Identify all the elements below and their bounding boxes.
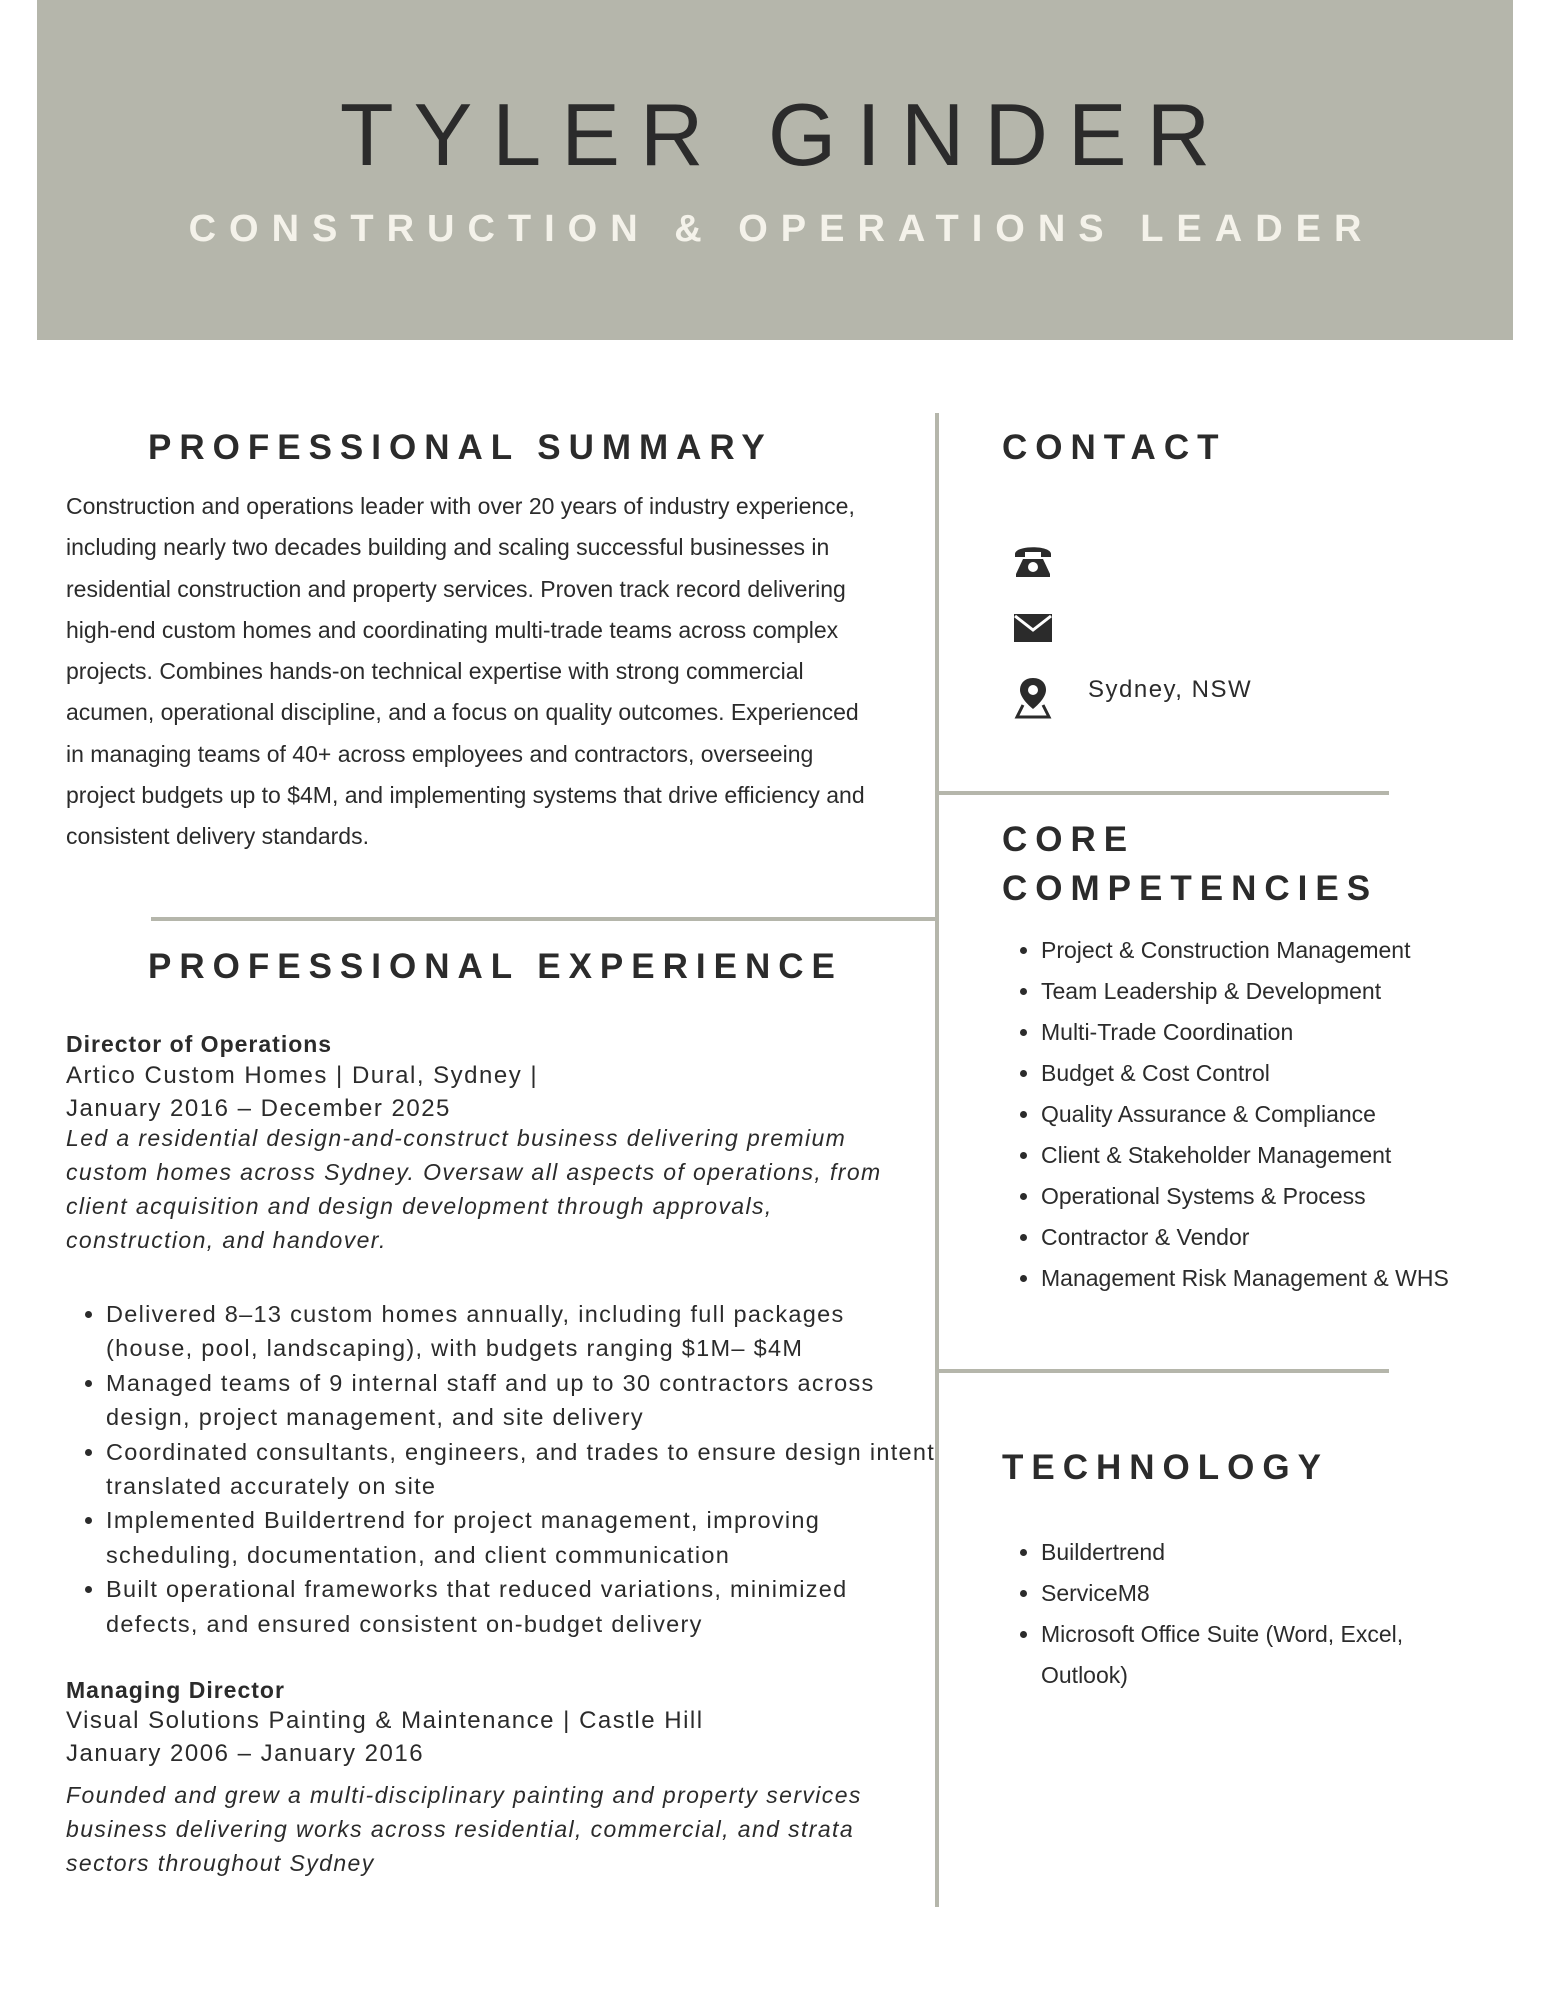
summary-divider [151,917,937,921]
contact-heading: CONTACT [1002,428,1227,467]
header-banner [37,0,1513,340]
job-dates: January 2016 – December 2025 [66,1095,451,1122]
list-item: • Implemented Buildertrend for project management, improving scheduling, documentation, and client communication [106,1503,936,1572]
list-item: • Built operational frameworks that reduced variations, minimized defects, and ensured consistent on-budget delivery [106,1572,936,1641]
job-description: Founded and grew a multi-disciplinary painting and property services business delivering works across residential, commercial, and strata sectors throughout Sydney [66,1782,862,1876]
job-description: Led a residential design-and-construct business delivering premium custom homes across Sydney. Oversaw all aspects of operations, from client acquisition and design development through approvals, construction, and handover. [66,1125,882,1253]
contact-divider [937,791,1389,795]
list-item: • Delivered 8–13 custom homes annually, including full packages (house, pool, landscaping), with budgets ranging $1M– $4M [106,1297,936,1366]
technology-heading: TECHNOLOGY [1002,1448,1329,1487]
list-item: • Coordinated consultants, engineers, and trades to ensure design intent translated accurately on site [106,1435,936,1504]
list-item: • Budget & Cost Control [1041,1053,1481,1094]
competencies-list [1004,930,1481,1299]
experience-heading: PROFESSIONAL EXPERIENCE [148,947,843,986]
competencies-heading-line1: CORE [1002,820,1136,859]
list-item: • Team Leadership & Development [1041,971,1481,1012]
list-item: • Managed teams of 9 internal staff and up to 30 contractors across design, project management, and site delivery [106,1366,936,1435]
location-pin-icon [1013,675,1053,719]
list-item: • Operational Systems & Process [1041,1176,1481,1217]
job-title: Managing Director [66,1677,285,1703]
contact-location: Sydney, NSW [1088,676,1253,703]
job-company: Artico Custom Homes | Dural, Sydney | [66,1062,539,1089]
list-item: • Microsoft Office Suite (Word, Excel, Outlook) [1041,1614,1451,1696]
candidate-role: CONSTRUCTION & OPERATIONS LEADER [188,208,1375,250]
summary-text: Construction and operations leader with over 20 years of industry experience, including nearly two decades building and scaling successful businesses in residential construction and property services. Proven track record delivering high-end custom homes and coordinating multi-trade teams across complex projects. Combines hands-on technical expertise with strong commercial acumen, operational discipline, and a focus on quality outcomes. Experienced in managing teams of 40+ across employees and contractors, overseeing project budgets up to $4M, and implementing systems that drive efficiency and consistent delivery standards. [66,493,865,850]
list-item: • Contractor & Vendor [1041,1217,1481,1258]
summary-heading: PROFESSIONAL SUMMARY [148,428,773,467]
list-item: • Project & Construction Management [1041,930,1481,971]
list-item: • Buildertrend [1041,1532,1451,1573]
job-dates: January 2006 – January 2016 [66,1740,425,1767]
job-company: Visual Solutions Painting & Maintenance | Castle Hill [66,1707,704,1734]
competencies-divider [937,1369,1389,1373]
list-item: • Management Risk Management & WHS [1041,1258,1481,1299]
job-achievements-list [66,1297,936,1641]
column-divider [935,413,939,1907]
technology-list [1004,1532,1451,1696]
candidate-name: TYLER GINDER [339,85,1231,184]
list-item: • ServiceM8 [1041,1573,1451,1614]
list-item: • Multi-Trade Coordination [1041,1012,1481,1053]
email-icon [1013,613,1053,643]
phone-icon [1012,540,1054,580]
job-title: Director of Operations [66,1031,333,1057]
list-item: • Quality Assurance & Compliance [1041,1094,1481,1135]
competencies-heading-line2: COMPETENCIES [1002,869,1379,908]
list-item: • Client & Stakeholder Management [1041,1135,1481,1176]
